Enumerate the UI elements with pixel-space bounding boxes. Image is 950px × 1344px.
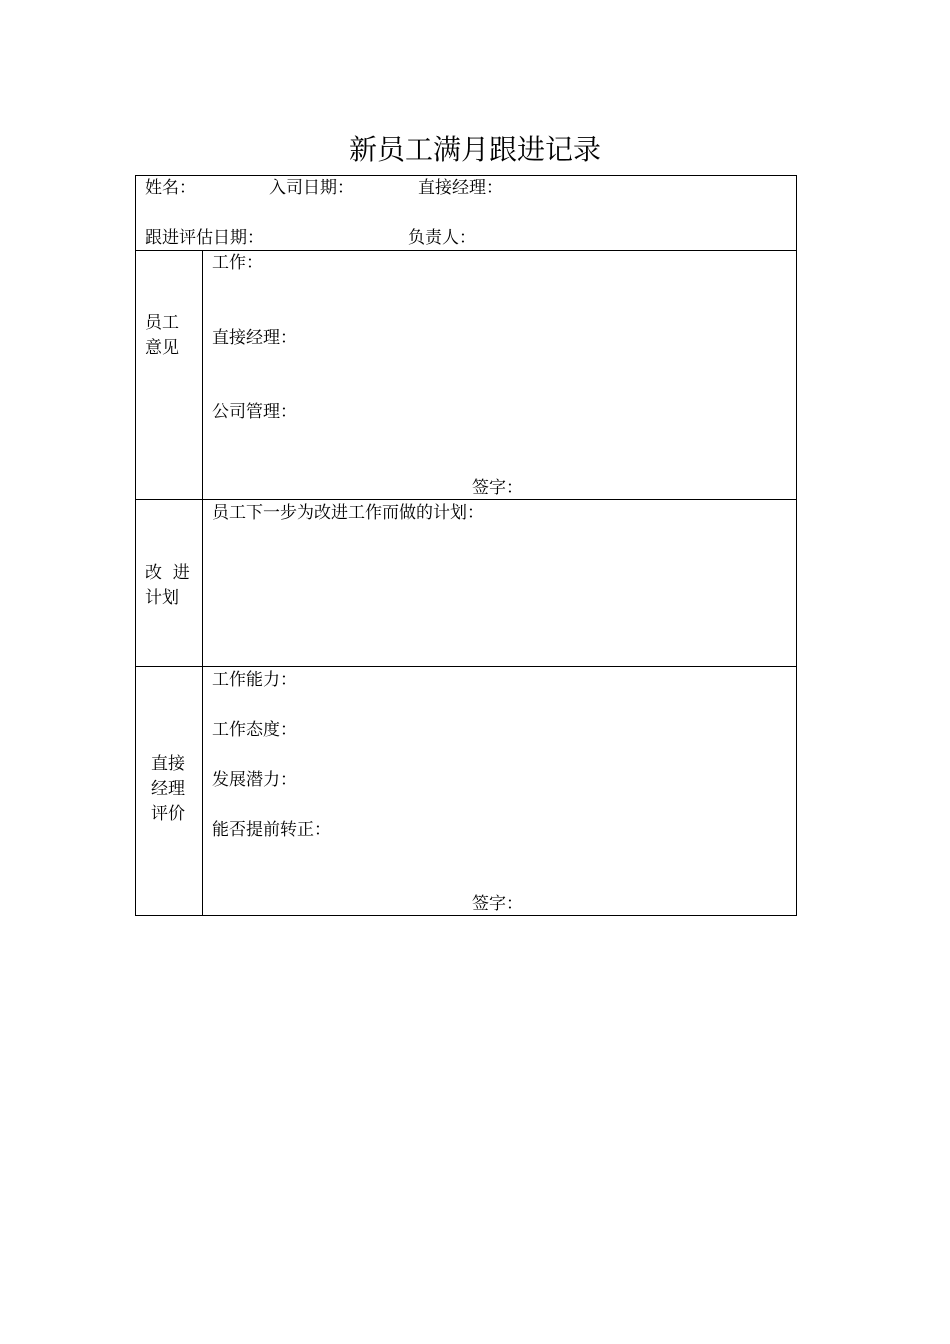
- join-date-label[interactable]: 入司日期：: [269, 178, 354, 198]
- opinion-work-label[interactable]: 工作：: [212, 253, 263, 273]
- review-potential-label[interactable]: 发展潜力：: [212, 770, 297, 790]
- review-sign-label[interactable]: 签字：: [472, 894, 523, 914]
- page-title: 新员工满月跟进记录: [348, 133, 601, 166]
- opinion-company-label[interactable]: 公司管理：: [212, 402, 297, 422]
- employee-opinion-label-cell: [135, 250, 203, 500]
- owner-label[interactable]: 负责人：: [408, 228, 476, 248]
- review-early-regular-label[interactable]: 能否提前转正：: [212, 820, 331, 840]
- manager-label[interactable]: 直接经理：: [418, 178, 503, 198]
- opinion-sign-label[interactable]: 签字：: [472, 478, 523, 498]
- employee-opinion-label-line1: 员工: [145, 313, 179, 333]
- eval-date-label[interactable]: 跟进评估日期：: [145, 228, 264, 248]
- manager-review-label-line2: 经理: [151, 779, 185, 799]
- improvement-plan-label-line1: 改 进: [145, 563, 190, 583]
- name-label[interactable]: 姓名：: [145, 178, 196, 198]
- manager-review-label-line3: 评价: [151, 804, 185, 824]
- manager-review-label-line1: 直接: [151, 754, 185, 774]
- improvement-plan-label-line2: 计划: [145, 588, 179, 608]
- employee-opinion-label-line2: 意见: [145, 338, 179, 358]
- followup-form: [135, 175, 797, 916]
- opinion-manager-label[interactable]: 直接经理：: [212, 328, 297, 348]
- employee-opinion-content-cell: [202, 250, 797, 500]
- improvement-plan-text-label[interactable]: 员工下一步为改进工作而做的计划：: [212, 503, 484, 523]
- review-attitude-label[interactable]: 工作态度：: [212, 720, 297, 740]
- review-ability-label[interactable]: 工作能力：: [212, 670, 297, 690]
